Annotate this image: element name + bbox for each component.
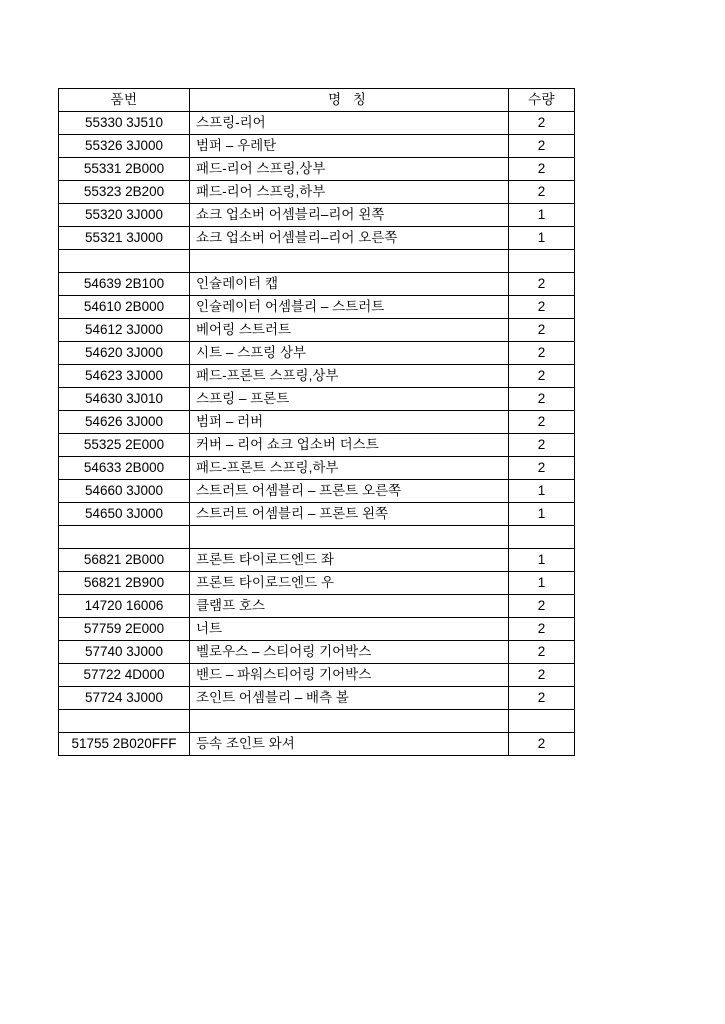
- table-row: [59, 411, 575, 434]
- table-row: [59, 388, 575, 411]
- cell-quantity: 1: [509, 204, 575, 227]
- cell-part-number: 54639 2B100: [59, 273, 190, 296]
- cell-name: 등속 조인트 와셔: [190, 733, 509, 756]
- cell-name: 스프링-리어: [190, 112, 509, 135]
- cell-quantity: 2: [509, 434, 575, 457]
- column-header-name: 명 칭: [190, 89, 509, 112]
- table-row: [59, 434, 575, 457]
- cell-quantity: 2: [509, 273, 575, 296]
- cell-name: 프론트 타이로드엔드 좌: [190, 549, 509, 572]
- cell-name: 스트러트 어셈블리 – 프론트 왼쪽: [190, 503, 509, 526]
- cell-name: 패드-프론트 스프링,상부: [190, 365, 509, 388]
- cell-name: 시트 – 스프링 상부: [190, 342, 509, 365]
- cell-quantity: [509, 250, 575, 273]
- cell-quantity: 1: [509, 227, 575, 250]
- table-row: [59, 687, 575, 710]
- cell-name: 베어링 스트러트: [190, 319, 509, 342]
- cell-part-number: 54660 3J000: [59, 480, 190, 503]
- cell-name: 범퍼 – 우레탄: [190, 135, 509, 158]
- cell-name: [190, 526, 509, 549]
- table-row: [59, 503, 575, 526]
- table-header: [59, 89, 575, 112]
- cell-part-number: 54633 2B000: [59, 457, 190, 480]
- cell-quantity: 2: [509, 388, 575, 411]
- table-row-spacer: [59, 250, 575, 273]
- cell-name: 너트: [190, 618, 509, 641]
- cell-name: 벨로우스 – 스티어링 기어박스: [190, 641, 509, 664]
- table-row: [59, 733, 575, 756]
- cell-name: 범퍼 – 러버: [190, 411, 509, 434]
- cell-part-number: 55323 2B200: [59, 181, 190, 204]
- cell-quantity: 1: [509, 549, 575, 572]
- cell-part-number: 57759 2E000: [59, 618, 190, 641]
- cell-part-number: [59, 526, 190, 549]
- cell-name: [190, 250, 509, 273]
- cell-quantity: 1: [509, 572, 575, 595]
- cell-quantity: 2: [509, 112, 575, 135]
- cell-part-number: 54650 3J000: [59, 503, 190, 526]
- cell-quantity: 2: [509, 158, 575, 181]
- cell-part-number: 54610 2B000: [59, 296, 190, 319]
- cell-name: 쇼크 업소버 어셈블리–리어 왼쪽: [190, 204, 509, 227]
- table-row: [59, 457, 575, 480]
- table-row: [59, 112, 575, 135]
- cell-quantity: [509, 526, 575, 549]
- table-row: [59, 549, 575, 572]
- cell-name: 커버 – 리어 쇼크 업소버 더스트: [190, 434, 509, 457]
- cell-quantity: 2: [509, 641, 575, 664]
- cell-name: 스프링 – 프론트: [190, 388, 509, 411]
- cell-part-number: 57740 3J000: [59, 641, 190, 664]
- table-row: [59, 365, 575, 388]
- cell-name: 패드-프론트 스프링,하부: [190, 457, 509, 480]
- cell-part-number: 51755 2B020FFF: [59, 733, 190, 756]
- cell-part-number: 56821 2B900: [59, 572, 190, 595]
- table-row: [59, 480, 575, 503]
- cell-part-number: 14720 16006: [59, 595, 190, 618]
- cell-name: 패드-리어 스프링,상부: [190, 158, 509, 181]
- table-header-row: [59, 89, 575, 112]
- cell-name: 클램프 호스: [190, 595, 509, 618]
- column-header-part-number: 품번: [59, 89, 190, 112]
- table-row: [59, 135, 575, 158]
- table-row: [59, 641, 575, 664]
- cell-name: [190, 710, 509, 733]
- cell-quantity: 2: [509, 595, 575, 618]
- cell-quantity: 2: [509, 365, 575, 388]
- table-body: [59, 112, 575, 756]
- cell-quantity: 2: [509, 181, 575, 204]
- cell-quantity: 2: [509, 687, 575, 710]
- cell-name: 패드-리어 스프링,하부: [190, 181, 509, 204]
- cell-quantity: 2: [509, 411, 575, 434]
- cell-name: 조인트 어셈블리 – 배측 볼: [190, 687, 509, 710]
- cell-part-number: 54620 3J000: [59, 342, 190, 365]
- cell-part-number: 55320 3J000: [59, 204, 190, 227]
- cell-part-number: 55326 3J000: [59, 135, 190, 158]
- cell-quantity: [509, 710, 575, 733]
- cell-quantity: 2: [509, 135, 575, 158]
- table-row: [59, 296, 575, 319]
- cell-quantity: 2: [509, 457, 575, 480]
- table-row: [59, 227, 575, 250]
- cell-name: 밴드 – 파워스티어링 기어박스: [190, 664, 509, 687]
- cell-quantity: 2: [509, 296, 575, 319]
- cell-part-number: 57722 4D000: [59, 664, 190, 687]
- table-row: [59, 319, 575, 342]
- table-row: [59, 181, 575, 204]
- table-row-spacer: [59, 526, 575, 549]
- table-row: [59, 158, 575, 181]
- cell-part-number: 55331 2B000: [59, 158, 190, 181]
- cell-part-number: 56821 2B000: [59, 549, 190, 572]
- cell-quantity: 2: [509, 664, 575, 687]
- cell-part-number: [59, 250, 190, 273]
- cell-name: 인슐레이터 어셈블리 – 스트러트: [190, 296, 509, 319]
- cell-quantity: 2: [509, 618, 575, 641]
- cell-part-number: 54623 3J000: [59, 365, 190, 388]
- table-row: [59, 342, 575, 365]
- table-row-spacer: [59, 710, 575, 733]
- cell-quantity: 1: [509, 503, 575, 526]
- table-row: [59, 664, 575, 687]
- column-header-quantity: 수량: [509, 89, 575, 112]
- cell-part-number: 54630 3J010: [59, 388, 190, 411]
- cell-part-number: [59, 710, 190, 733]
- cell-part-number: 55321 3J000: [59, 227, 190, 250]
- cell-part-number: 54612 3J000: [59, 319, 190, 342]
- parts-table: [58, 88, 575, 756]
- cell-quantity: 2: [509, 319, 575, 342]
- cell-quantity: 1: [509, 480, 575, 503]
- cell-part-number: 55330 3J510: [59, 112, 190, 135]
- cell-name: 스트러트 어셈블리 – 프론트 오른쪽: [190, 480, 509, 503]
- cell-name: 인슐레이터 캡: [190, 273, 509, 296]
- cell-quantity: 2: [509, 342, 575, 365]
- cell-part-number: 57724 3J000: [59, 687, 190, 710]
- table-row: [59, 572, 575, 595]
- table-row: [59, 204, 575, 227]
- cell-name: 쇼크 업소버 어셈블리–리어 오른쪽: [190, 227, 509, 250]
- cell-quantity: 2: [509, 733, 575, 756]
- cell-part-number: 54626 3J000: [59, 411, 190, 434]
- cell-name: 프론트 타이로드엔드 우: [190, 572, 509, 595]
- table-row: [59, 273, 575, 296]
- table-row: [59, 595, 575, 618]
- cell-part-number: 55325 2E000: [59, 434, 190, 457]
- table-row: [59, 618, 575, 641]
